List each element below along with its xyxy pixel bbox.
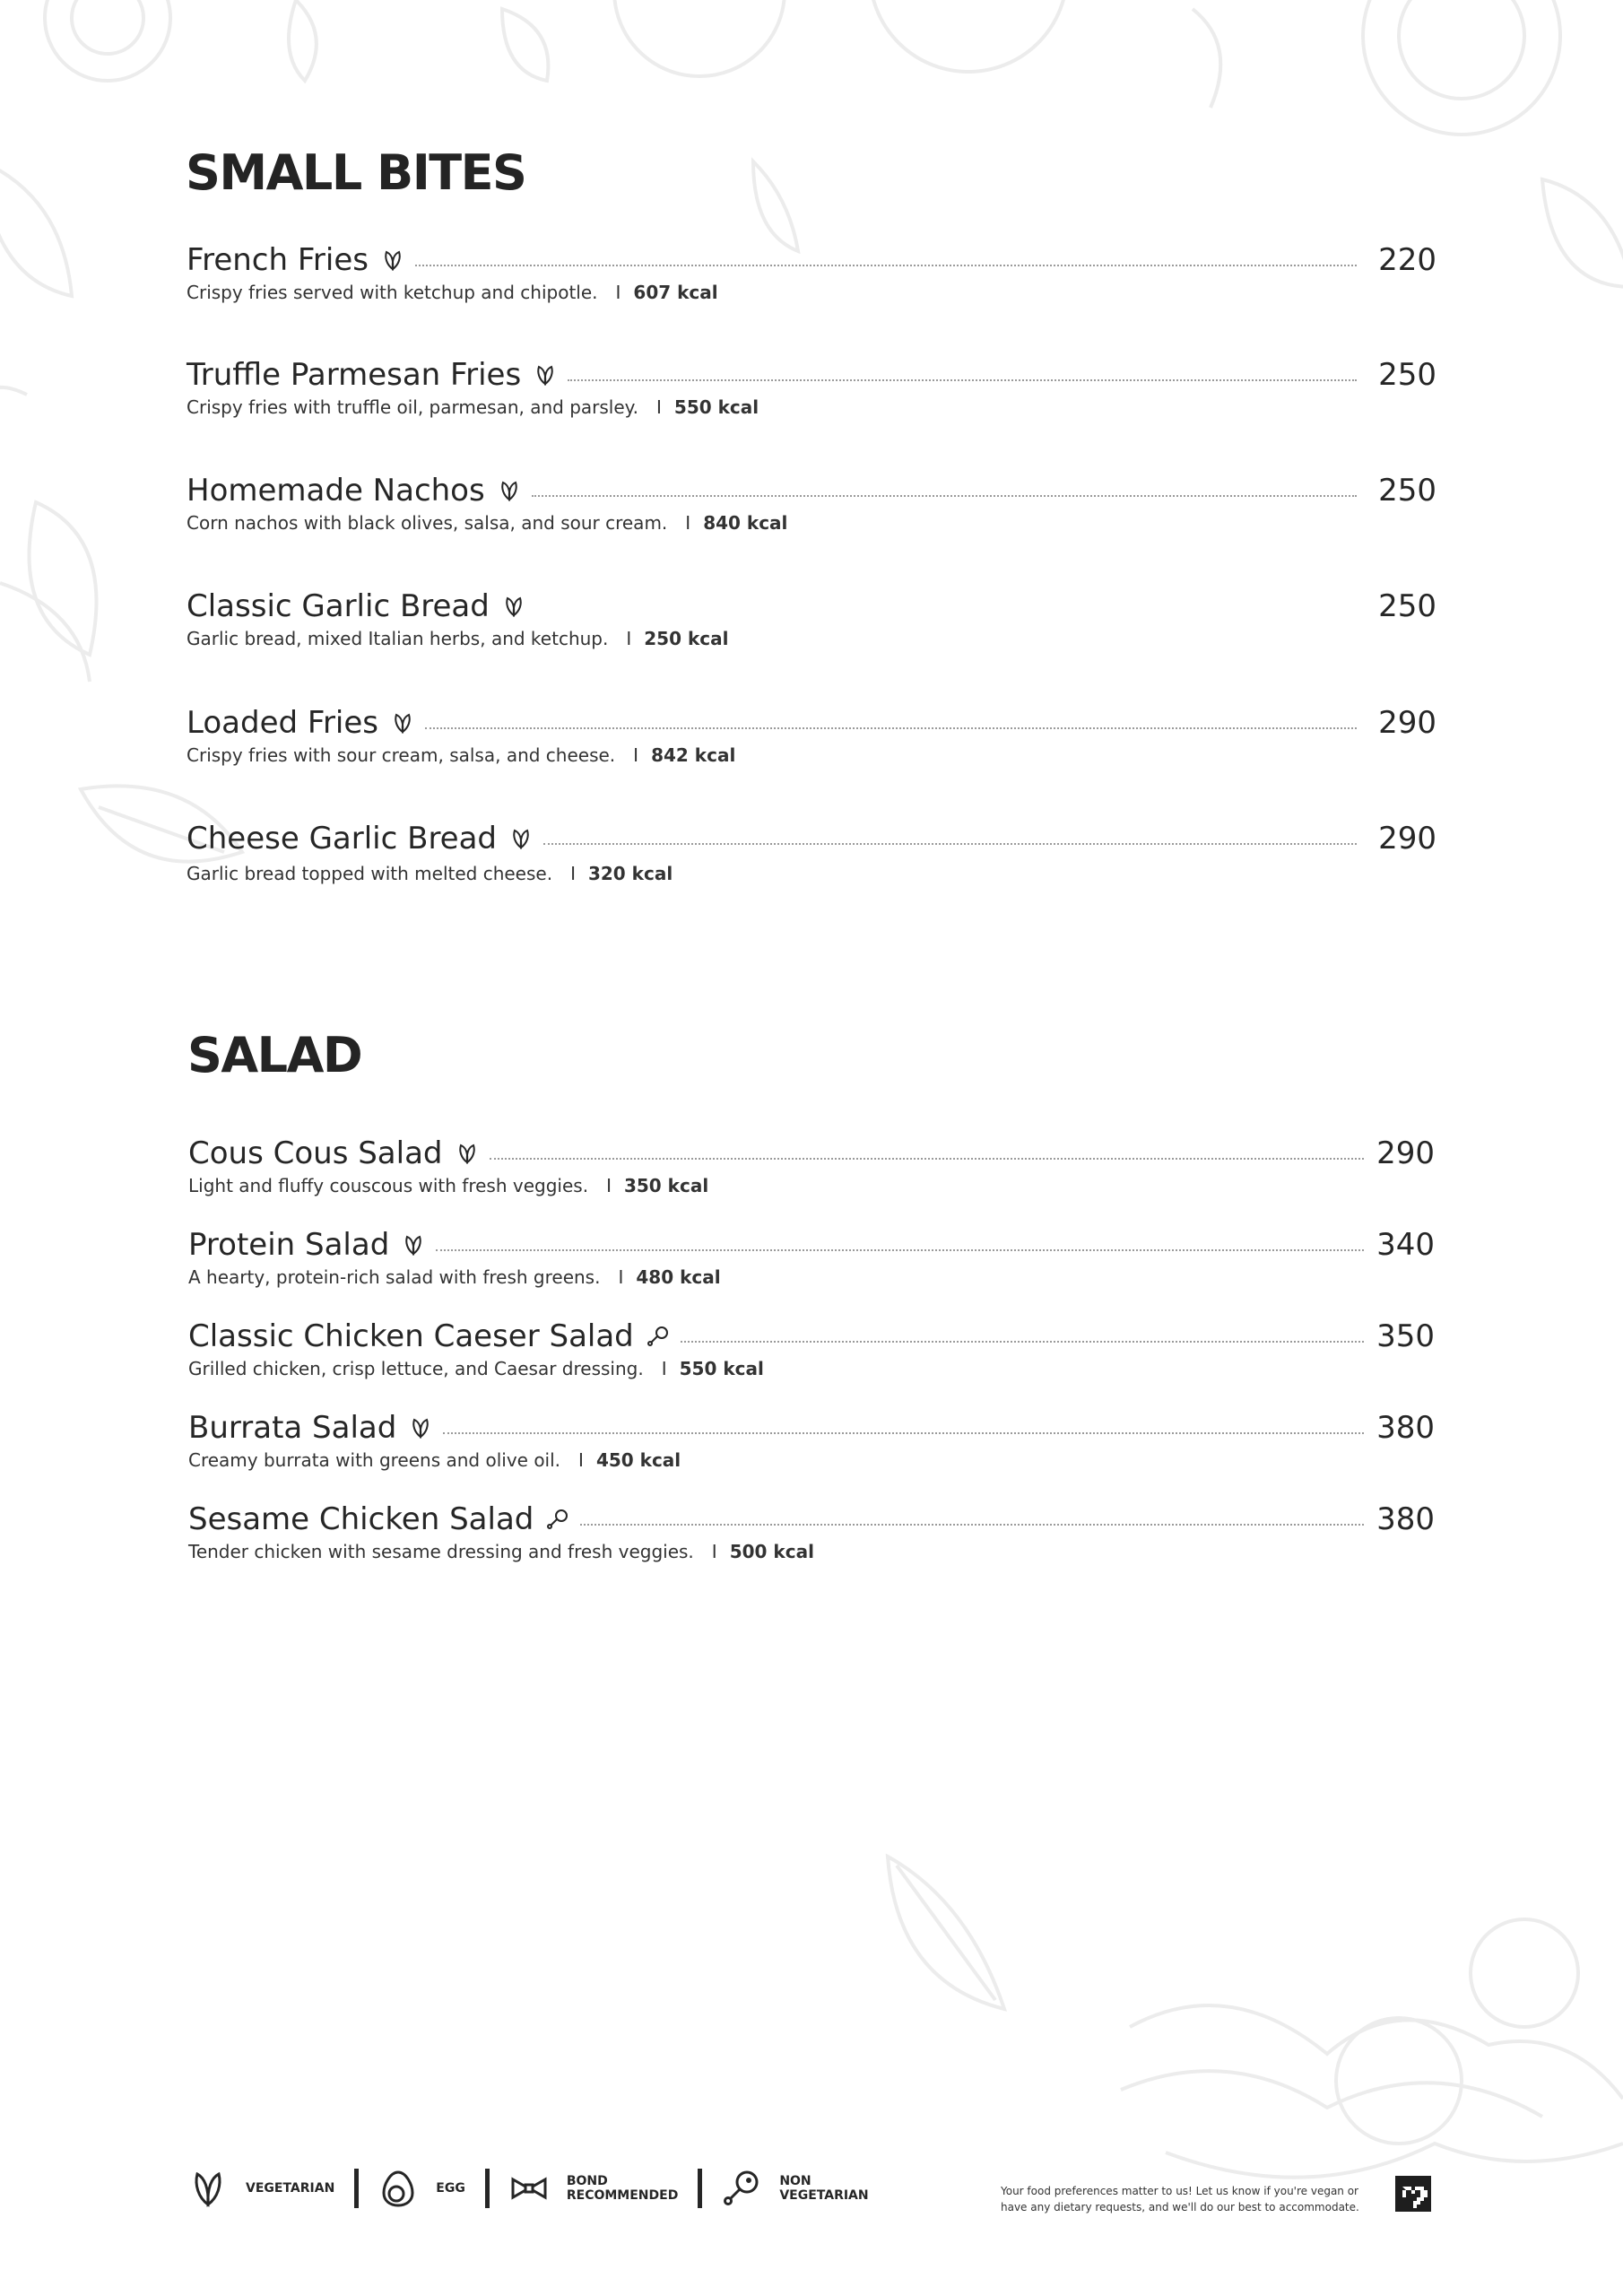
item-description xyxy=(187,396,759,418)
kcal-value: 450 kcal xyxy=(595,1449,681,1471)
separator: I xyxy=(606,1175,612,1196)
dotted-leader xyxy=(425,727,1357,729)
vegetarian-leaf-icon xyxy=(402,1233,425,1257)
item-description xyxy=(188,1266,721,1288)
item-name: Cheese Garlic Bread xyxy=(187,821,498,857)
dotted-leader xyxy=(443,1432,1364,1434)
kcal-value: 842 kcal xyxy=(651,744,736,766)
legend-label-line: RECOMMENDED xyxy=(566,2188,679,2203)
legend-divider xyxy=(354,2169,359,2208)
description-text: Light and fluffy couscous with fresh veggies. xyxy=(188,1175,589,1196)
item-description xyxy=(188,1541,814,1562)
item-price: 290 xyxy=(1378,705,1436,741)
kcal-value: 350 kcal xyxy=(623,1175,709,1196)
separator: I xyxy=(685,512,691,534)
item-name: Protein Salad xyxy=(188,1227,390,1263)
dietary-legend xyxy=(188,2169,869,2208)
legend-vegetarian xyxy=(188,2169,334,2208)
vegetarian-leaf-icon xyxy=(534,363,557,387)
egg-icon xyxy=(378,2169,418,2208)
description-text: Grilled chicken, crisp lettuce, and Caesar dressing. xyxy=(188,1358,644,1379)
vegetarian-leaf-icon xyxy=(498,479,521,502)
kcal-value: 500 kcal xyxy=(729,1541,814,1562)
item-description xyxy=(187,282,718,303)
dietary-preferences-note xyxy=(1001,2183,1382,2215)
item-price: 350 xyxy=(1376,1318,1435,1354)
legend-label-line: NON xyxy=(779,2173,812,2188)
vegetarian-leaf-icon xyxy=(456,1142,479,1165)
separator: I xyxy=(626,628,632,649)
item-description xyxy=(188,1358,764,1379)
separator: I xyxy=(633,744,639,766)
item-price: 380 xyxy=(1376,1501,1435,1537)
chicken-leg-icon xyxy=(722,2169,761,2208)
pixel-heart-icon xyxy=(1395,2176,1431,2212)
description-text: Crispy fries with sour cream, salsa, and cheese. xyxy=(187,744,616,766)
chicken-leg-icon xyxy=(647,1325,670,1348)
item-description xyxy=(187,512,787,534)
item-name: French Fries xyxy=(187,242,369,278)
separator: I xyxy=(656,396,662,418)
kcal-value: 607 kcal xyxy=(633,282,718,303)
separator: I xyxy=(615,282,621,303)
separator: I xyxy=(570,863,576,884)
item-name: Cous Cous Salad xyxy=(188,1135,443,1171)
dotted-leader xyxy=(681,1341,1364,1343)
item-description xyxy=(187,863,673,884)
vegetarian-leaf-icon xyxy=(188,2169,228,2208)
dotted-leader xyxy=(568,379,1357,381)
item-price: 250 xyxy=(1378,473,1436,509)
legend-label-line: VEGETARIAN xyxy=(246,2180,335,2196)
dotted-leader xyxy=(436,1249,1364,1251)
description-text: Tender chicken with sesame dressing and fresh veggies. xyxy=(188,1541,694,1562)
legend-label-line: BOND xyxy=(566,2173,608,2188)
item-description xyxy=(187,628,728,649)
kcal-value: 480 kcal xyxy=(636,1266,721,1288)
section-title-small-bites: SMALL BITES xyxy=(186,144,526,201)
item-price: 250 xyxy=(1378,357,1436,393)
bow-tie-icon xyxy=(509,2169,549,2208)
description-text: A hearty, protein-rich salad with fresh greens. xyxy=(188,1266,601,1288)
legend-egg xyxy=(378,2169,465,2208)
kcal-value: 250 kcal xyxy=(644,628,729,649)
vegetarian-leaf-icon xyxy=(502,595,525,618)
legend-non-vegetarian xyxy=(722,2169,868,2208)
vegetarian-leaf-icon xyxy=(391,711,414,735)
vegetarian-leaf-icon xyxy=(509,827,533,850)
item-price: 290 xyxy=(1378,821,1436,857)
item-name: Truffle Parmesan Fries xyxy=(187,357,522,393)
separator: I xyxy=(711,1541,717,1562)
vegetarian-leaf-icon xyxy=(409,1416,432,1439)
item-price: 340 xyxy=(1376,1227,1435,1263)
item-description xyxy=(187,744,735,766)
legend-label xyxy=(567,2174,678,2203)
legend-bond-recommended xyxy=(509,2169,678,2208)
item-name: Homemade Nachos xyxy=(187,473,485,509)
item-name: Loaded Fries xyxy=(187,705,379,741)
kcal-value: 320 kcal xyxy=(587,863,673,884)
description-text: Garlic bread topped with melted cheese. xyxy=(187,863,553,884)
description-text: Crispy fries served with ketchup and chipotle. xyxy=(187,282,598,303)
item-name: Burrata Salad xyxy=(188,1410,397,1446)
vegetarian-leaf-icon xyxy=(381,248,404,272)
item-price: 220 xyxy=(1378,242,1436,278)
legend-divider xyxy=(698,2169,702,2208)
legend-label-line: VEGETARIAN xyxy=(779,2188,869,2203)
dotted-leader xyxy=(532,495,1357,497)
dotted-leader xyxy=(543,843,1357,845)
separator: I xyxy=(661,1358,667,1379)
legend-label xyxy=(779,2174,868,2203)
dotted-leader xyxy=(415,265,1357,266)
description-text: Garlic bread, mixed Italian herbs, and ketchup. xyxy=(187,628,609,649)
kcal-value: 550 kcal xyxy=(673,396,759,418)
item-price: 290 xyxy=(1376,1135,1435,1171)
section-title-salad: SALAD xyxy=(187,1027,362,1083)
note-line: Your food preferences matter to us! Let us know if you're vegan or xyxy=(1001,2185,1358,2197)
legend-label xyxy=(436,2181,465,2196)
separator: I xyxy=(618,1266,624,1288)
item-price: 380 xyxy=(1376,1410,1435,1446)
separator: I xyxy=(578,1449,584,1471)
dotted-leader xyxy=(490,1158,1365,1160)
kcal-value: 840 kcal xyxy=(703,512,788,534)
item-name: Classic Garlic Bread xyxy=(187,588,490,624)
legend-label-line: EGG xyxy=(436,2180,465,2196)
chicken-leg-icon xyxy=(546,1508,569,1531)
item-description xyxy=(188,1449,681,1471)
dotted-leader xyxy=(536,611,1357,613)
description-text: Corn nachos with black olives, salsa, and sour cream. xyxy=(187,512,668,534)
item-price: 250 xyxy=(1378,588,1436,624)
item-description xyxy=(188,1175,708,1196)
item-name: Classic Chicken Caeser Salad xyxy=(188,1318,634,1354)
legend-divider xyxy=(485,2169,490,2208)
item-name: Sesame Chicken Salad xyxy=(188,1501,534,1537)
dotted-leader xyxy=(580,1524,1364,1526)
legend-label xyxy=(246,2181,334,2196)
note-line: have any dietary requests, and we'll do our best to accommodate. xyxy=(1001,2201,1359,2213)
description-text: Creamy burrata with greens and olive oil. xyxy=(188,1449,561,1471)
kcal-value: 550 kcal xyxy=(679,1358,764,1379)
description-text: Crispy fries with truffle oil, parmesan, and parsley. xyxy=(187,396,639,418)
